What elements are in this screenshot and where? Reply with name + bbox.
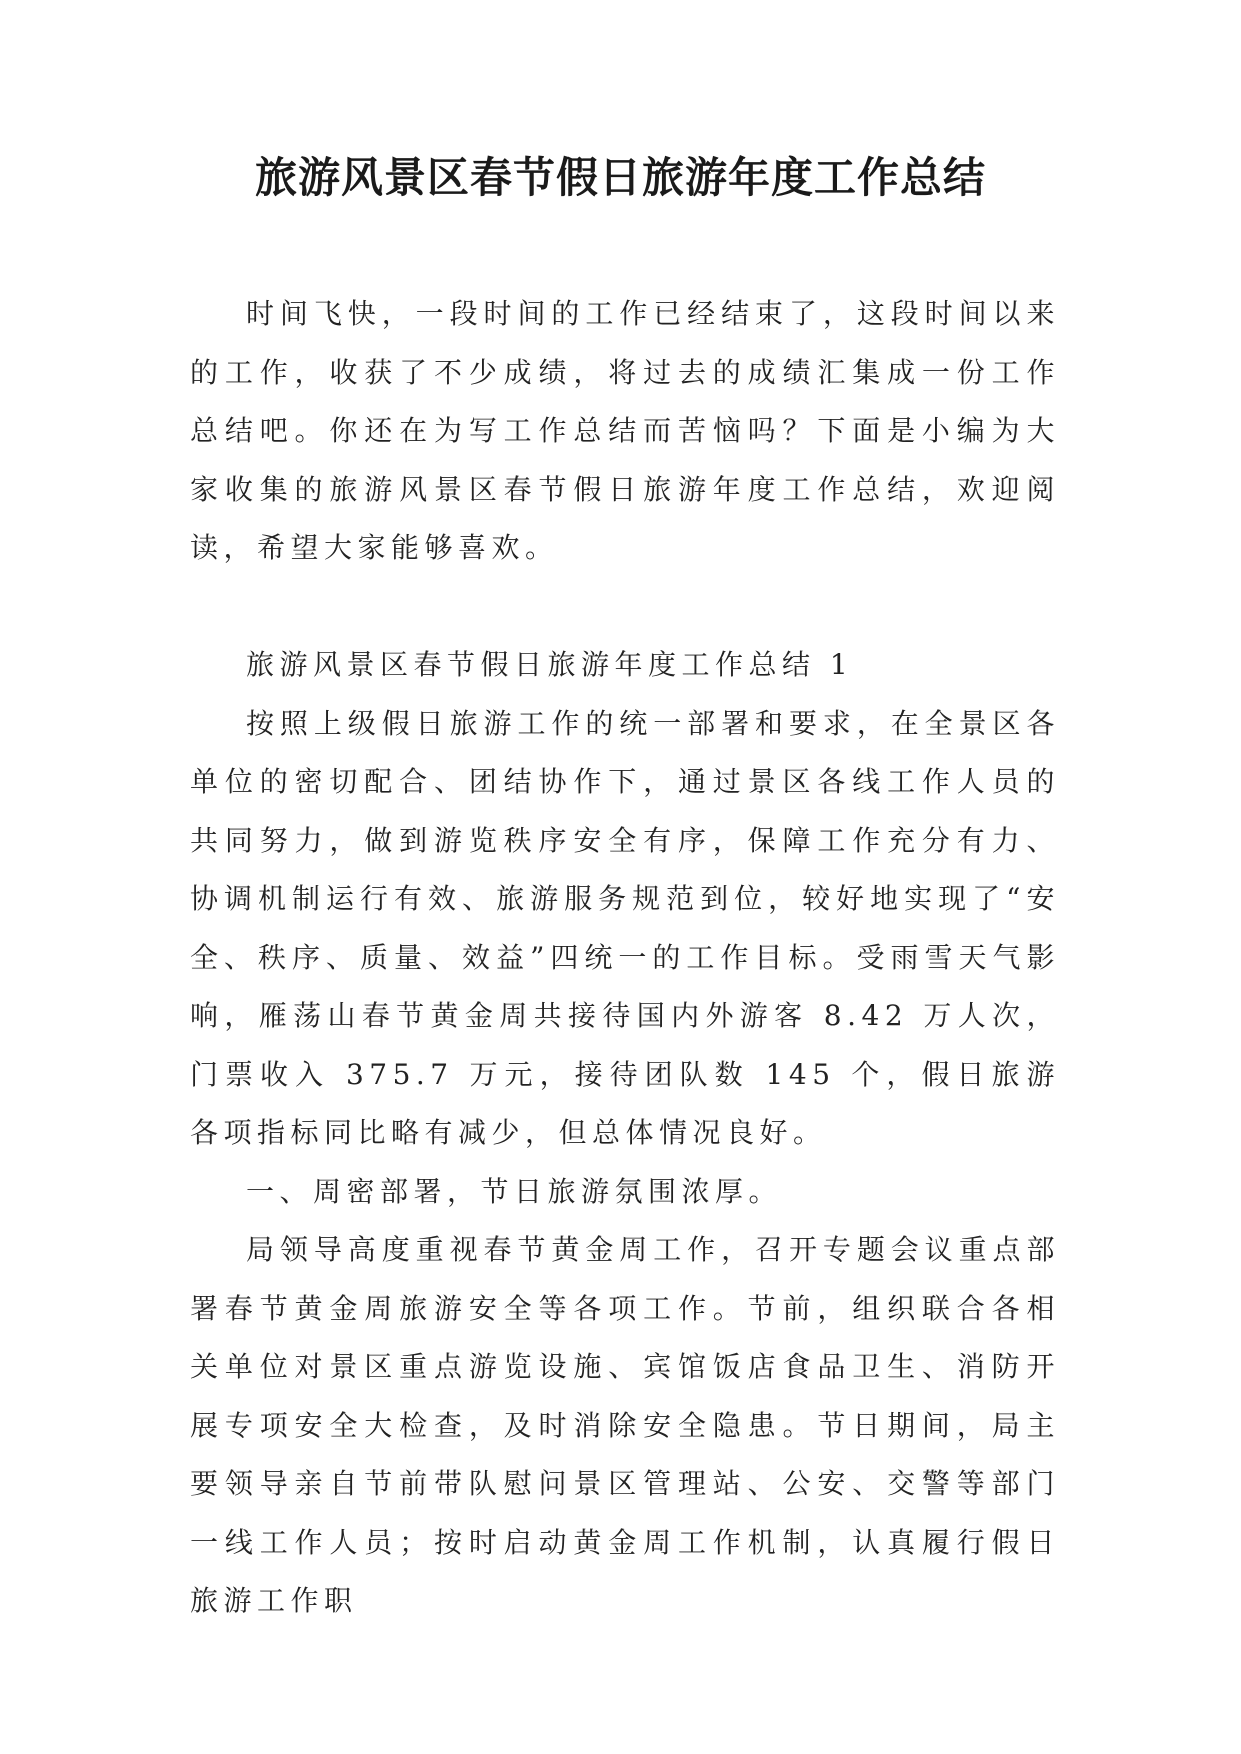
intro-paragraph: 时间飞快，一段时间的工作已经结束了，这段时间以来的工作，收获了不少成绩，将过去的成绩汇集成一份工作总结吧。你还在为写工作总结而苦恼吗？下面是小编为大家收集的旅游风景区春节假日旅游年度工作总结，欢迎阅读，希望大家能够喜欢。 — [190, 297, 1060, 564]
body-paragraph: 按照上级假日旅游工作的统一部署和要求，在全景区各单位的密切配合、团结协作下，通过景区各线工作人员的共同努力，做到游览秩序安全有序，保障工作充分有力、协调机制运行有效、旅游服务规范到位，较好地实现了“安全、秩序、质量、效益”四统一的工作目标。受雨雪天气影响，雁荡山春节黄金周共接待国内外游客 8.42 万人次，门票收入 375.7 万元，接待团队数 145 个，假日旅游各项指标同比略有减少，但总体情况良好。 — [190, 706, 1060, 1149]
document-title: 旅游风景区春节假日旅游年度工作总结 — [254, 153, 986, 202]
paragraph-spacer — [190, 578, 1060, 637]
subsection-heading: 一、周密部署，节日旅游氛围浓厚。 — [246, 1174, 783, 1208]
section-heading: 旅游风景区春节假日旅游年度工作总结 1 — [246, 648, 854, 681]
document-body — [190, 285, 1060, 1631]
body-paragraph: 局领导高度重视春节黄金周工作，召开专题会议重点部署春节黄金周旅游安全等各项工作。节前，组织联合各相关单位对景区重点游览设施、宾馆饭店食品卫生、消防开展专项安全大检查，及时消除安全隐患。节日期间，局主要领导亲自节前带队慰问景区管理站、公安、交警等部门一线工作人员；按时启动黄金周工作机制，认真履行假日旅游工作职 — [190, 1233, 1060, 1617]
